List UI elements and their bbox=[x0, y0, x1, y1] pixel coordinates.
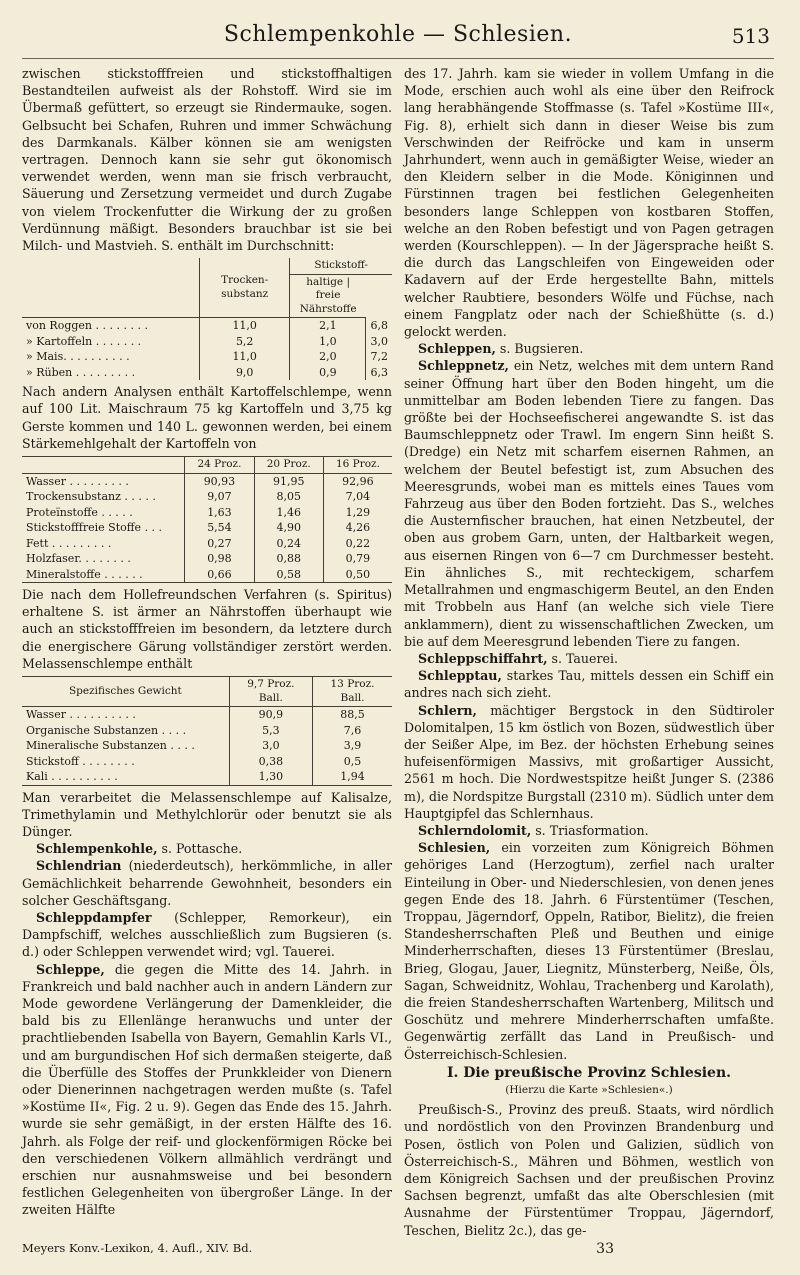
table-row: Mineralstoffe . . . . . . 0,66 0,58 0,50 bbox=[22, 567, 392, 583]
composition-table-1 bbox=[22, 258, 392, 380]
table-header: Stickstoff- bbox=[290, 258, 392, 274]
section-subtitle: (Hierzu die Karte »Schlesien«.) bbox=[505, 1083, 673, 1096]
paragraph: Preußisch-S., Provinz des preuß. Staats, wird nördlich und nordöstlich von den Provinzen Brandenburg und Posen, östlich von Polen und Galizien, südlich von Österreichisch-S., Mähren und Böhmen, westlich von dem Königreich Sachsen und der preußischen Provinz Sachsen begrenzt, umfaßt das alte Oberschlesien (mit Ausnahme der Fürstentümer Troppau, Jägerndorf, Teschen, Bielitz 2c.), das ge- bbox=[404, 1102, 774, 1238]
table-row: Kali . . . . . . . . . . 1,30 1,94 bbox=[22, 769, 392, 785]
entry: Schlern, mächtiger Bergstock in den Südtiroler Dolomitalpen, 15 km östlich von Bozen, südwestlich über der Seißer Alpe, im Bez. der höchsten Erhebung seines hufeisenförmigen Massivs, mit großartiger Aussicht, 2561 m hoch. Die Nordwestspitze heißt Junger S. (2386 m), die Nordspitze Burgstall (2310 m). Südlich unter dem Hauptgipfel das Schlernhaus. bbox=[404, 702, 774, 821]
headword: Schleppen, bbox=[418, 341, 496, 357]
headword: Schlerndolomit, bbox=[418, 822, 532, 838]
entry: Schleppe, die gegen die Mitte des 14. Jahrh. in Frankreich und bald nachher auch in andern Ländern zur Mode gewordene Verlängerung der Damenkleider, die bald bis zu Ellenlänge heranwuchs und unter der prachtliebenden Isabella von Bayern, Gemahlin Karls VI., und am burgundischen Hof sich dermaßen steigerte, daß die Überfülle des Stoffes der Prunkkleider von Dienern oder Dienerinnen nachgetragen werden mußte (s. Tafel »Kostüme II«, Fig. 2 u. 9). Gegen das Ende des 15. Jahrh. wurde sie sehr gemäßigt, in der ersten Hälfte des 16. Jahrh. als Folge der reif- und glockenförmigen Röcke bei den verschiedenen Völkern allmählich verdrängt und erschien nur ausnahmsweise und bei besondern festlichen Gelegenheiten von übergroßer Länge. In der zweiten Hälfte bbox=[22, 961, 392, 1218]
headword: Schleppe, bbox=[36, 961, 105, 977]
entry: Schleppnetz, ein Netz, welches mit dem untern Rand seiner Öffnung hart über den Boden hingeht, um die unmittelbar am Boden lebenden Tiere zu fangen. Das größte bei der Hochseefischerei angewandte S. ist das Baumschleppnetz oder Trawl. Im engern Sinn heißt S. (Dredge) ein Netz mit scharfem eisernen Rahmen, an welchem der Beutel befestigt ist, zum Absuchen des Meeresgrunds, wobei man es mittels eines Taues vom Fahrzeug aus über den Boden fortzieht. Das S., welches die Austernfischer brauchen, hat einen Netzbeutel, der oben aus grobem Garn, unten, der Haltbarkeit wegen, aus eisernen Ringen von 6—7 cm Durchmesser besteht. Ein ähnliches S., mit rechteckigem, scharfem Metallrahmen und engmaschigerm Beutel, an den Enden mit Trobbeln aus Hanf (an welche sich viele Tiere anklammern), dient zu wissenschaftlichen Zwecken, um bie auf dem Meeresgrund lebenden Tiere zu fangen. bbox=[404, 358, 774, 649]
headword: Schlesien, bbox=[418, 840, 491, 856]
table-header: 16 Proz. bbox=[323, 457, 392, 474]
footer-imprint: Meyers Konv.-Lexikon, 4. Aufl., XIV. Bd. bbox=[22, 1240, 253, 1255]
headword: Schlern, bbox=[418, 702, 477, 718]
table-row: Stickstofffreie Stoffe . . . 5,54 4,90 4,26 bbox=[22, 520, 392, 536]
table-row: Holzfaser. . . . . . . . 0,98 0,88 0,79 bbox=[22, 551, 392, 567]
running-title: Schlempenkohle — Schlesien. bbox=[223, 22, 573, 47]
entry: Schlepptau, starkes Tau, mittels dessen ein Schiff ein andres nach sich zieht. bbox=[404, 668, 774, 701]
paragraph: des 17. Jahrh. kam sie wieder in vollem Umfang in die Mode, erschien auch wohl als eine über den Reifrock lang herabhängende Stoffmasse (s. Tafel »Kostüme III«, Fig. 8), erhielt sich dann in dieser Weise bis zum Verschwinden der Reifröcke und kam in unserm Jahrhundert, wenn auch in gemäßigter Weise, wieder an den Kleidern selber in die Mode. Königinnen und Fürstinnen tragen bei festlichen Gelegenheiten besonders lange Schleppen von kostbaren Stoffen, welche an den Roben befestigt und von Pagen getragen werden (Kourschleppen). — In der Jägersprache heißt S. die durch das Langschleifen von Eingeweiden oder Kadavern auf der Erde hergestellte Bahn, mittels welcher Raubtiere, besonders Wölfe und Füchse, nach einem Fangplatz oder nach der Schießhütte (s. d.) gelockt werden. bbox=[404, 66, 774, 340]
table-header: 9,7 Proz. Ball. bbox=[229, 677, 312, 707]
paragraph: Man verarbeitet die Melassenschlempe auf Kalisalze, Trimethylamin und Methylchlorür oder benutzt sie als Dünger. bbox=[22, 789, 392, 839]
headword: Schleppnetz, bbox=[418, 358, 509, 374]
paragraph: Die nach dem Hollefreundschen Verfahren (s. Spiritus) erhaltene S. ist ärmer an Nährstoffen überhaupt wie auch an stickstofffreien im besondern, da letztere durch die energischere Gärung vollständiger zerstört werden. Melassenschlempe enthält bbox=[22, 587, 392, 671]
page-number: 513 bbox=[731, 24, 770, 48]
table-row: Wasser . . . . . . . . . 90,93 91,95 92,96 bbox=[22, 473, 392, 489]
table-row: Proteïnstoffe . . . . . 1,63 1,46 1,29 bbox=[22, 505, 392, 521]
table-header: Trocken-substanz bbox=[200, 258, 290, 318]
right-column bbox=[404, 65, 774, 1239]
table-row: Stickstoff . . . . . . . . 0,38 0,5 bbox=[22, 754, 392, 770]
left-column bbox=[22, 65, 392, 1239]
table-row: » Mais. . . . . . . . . . 11,0 2,0 7,2 bbox=[22, 349, 392, 365]
table-header: 24 Proz. bbox=[185, 457, 254, 474]
table-row: Fett . . . . . . . . . 0,27 0,24 0,22 bbox=[22, 536, 392, 552]
headword: Schleppdampfer bbox=[36, 909, 152, 925]
table-row: » Rüben . . . . . . . . . 9,0 0,9 6,3 bbox=[22, 365, 392, 381]
entry: Schlendrian (niederdeutsch), herkömmliche, in aller Gemächlichkeit beharrende Gewohnheit, besonders ein solcher Geschäftsgang. bbox=[22, 858, 392, 908]
entry: Schlempenkohle, s. Pottasche. bbox=[36, 841, 243, 857]
entry: Schleppdampfer (Schlepper, Remorkeur), ein Dampfschiff, welches ausschließlich zum Bugsieren (s. d.) oder Schleppen verwendet wird; vgl. Tauerei. bbox=[22, 909, 392, 960]
composition-table-2 bbox=[22, 456, 392, 583]
table-header: 20 Proz. bbox=[254, 457, 323, 474]
composition-table-3 bbox=[22, 676, 392, 786]
page-header bbox=[22, 18, 774, 59]
entry: Schlerndolomit, s. Triasformation. bbox=[418, 822, 649, 838]
section-title: I. Die preußische Provinz Schlesien. bbox=[446, 1064, 731, 1081]
entry: Schleppschiffahrt, s. Tauerei. bbox=[418, 650, 619, 666]
page-footer bbox=[22, 1241, 774, 1257]
table-row: von Roggen . . . . . . . . 11,0 2,1 6,8 bbox=[22, 318, 392, 334]
headword: Schleppschiffahrt, bbox=[418, 650, 548, 666]
table-header: haltige | freie Nährstoffe bbox=[290, 274, 366, 318]
headword: Schlempenkohle, bbox=[36, 841, 158, 857]
entry: Schleppen, s. Bugsieren. bbox=[418, 341, 584, 357]
signature-mark: 33 bbox=[596, 1240, 614, 1257]
headword: Schlepptau, bbox=[418, 668, 502, 684]
table-row: Organische Substanzen . . . . 5,3 7,6 bbox=[22, 723, 392, 739]
headword: Schlendrian bbox=[36, 858, 122, 874]
table-header: Spezifisches Gewicht bbox=[22, 677, 229, 707]
paragraph: zwischen stickstofffreien und stickstoffhaltigen Bestandteilen aufweist als der Rohstoff. Wird sie im Übermaß gefüttert, so erzeugt sie Rindermauke, sogen. Gelbsucht bei Schafen, Ruhren und immer Schwächung des Darmkanals. Kälber können sie am wenigsten vertragen. Dennoch kann sie sehr gut ökonomisch verwendet werden, wenn man sie frisch verbraucht, Säuerung und Zersetzung vermeidet und durch Zugabe von vielem Trockenfutter die Wirkung der zu großen Verdünnung mäßigt. Besonders brauchbar ist sie bei Milch- und Mastvieh. S. enthält im Durchschnitt: bbox=[22, 66, 392, 254]
table-row: Mineralische Substanzen . . . . 3,0 3,9 bbox=[22, 738, 392, 754]
paragraph: Nach andern Analysen enthält Kartoffelschlempe, wenn auf 100 Lit. Maischraum 75 kg Kartoffeln und 3,75 kg Gerste kommen und 140 L. gewonnen werden, bei einem Stärkemehlgehalt der Kartoffeln von bbox=[22, 384, 392, 451]
table-row: Wasser . . . . . . . . . . 90,9 88,5 bbox=[22, 707, 392, 723]
table-row: » Kartoffeln . . . . . . . 5,2 1,0 3,0 bbox=[22, 334, 392, 350]
table-row: Trockensubstanz . . . . . 9,07 8,05 7,04 bbox=[22, 489, 392, 505]
table-header: 13 Proz. Ball. bbox=[313, 677, 393, 707]
entry: Schlesien, ein vorzeiten zum Königreich Böhmen gehöriges Land (Herzogtum), zerfiel nach uralter Einteilung in Ober- und Niederschlesien, von denen jenes gegen Ende des 18. Jahrh. 6 Fürstentümer (Teschen, Troppau, Jägerndorf, Oppeln, Ratibor, Bielitz), die freien Standesherrschaften Pleß und Beuthen und einige Minderherrschaften, dieses 13 Fürstentümer (Breslau, Brieg, Glogau, Jauer, Liegnitz, Münsterberg, Neiße, Öls, Sagan, Schweidnitz, Wohlau, Trachenberg und Karolath), die freien Standesherrschaften Wartenberg, Militsch und Goschütz und mehrere Minderherrschaften umfaßte. Gegenwärtig zerfällt das Land in Preußisch- und Österreichisch-Schlesien. bbox=[404, 840, 774, 1062]
